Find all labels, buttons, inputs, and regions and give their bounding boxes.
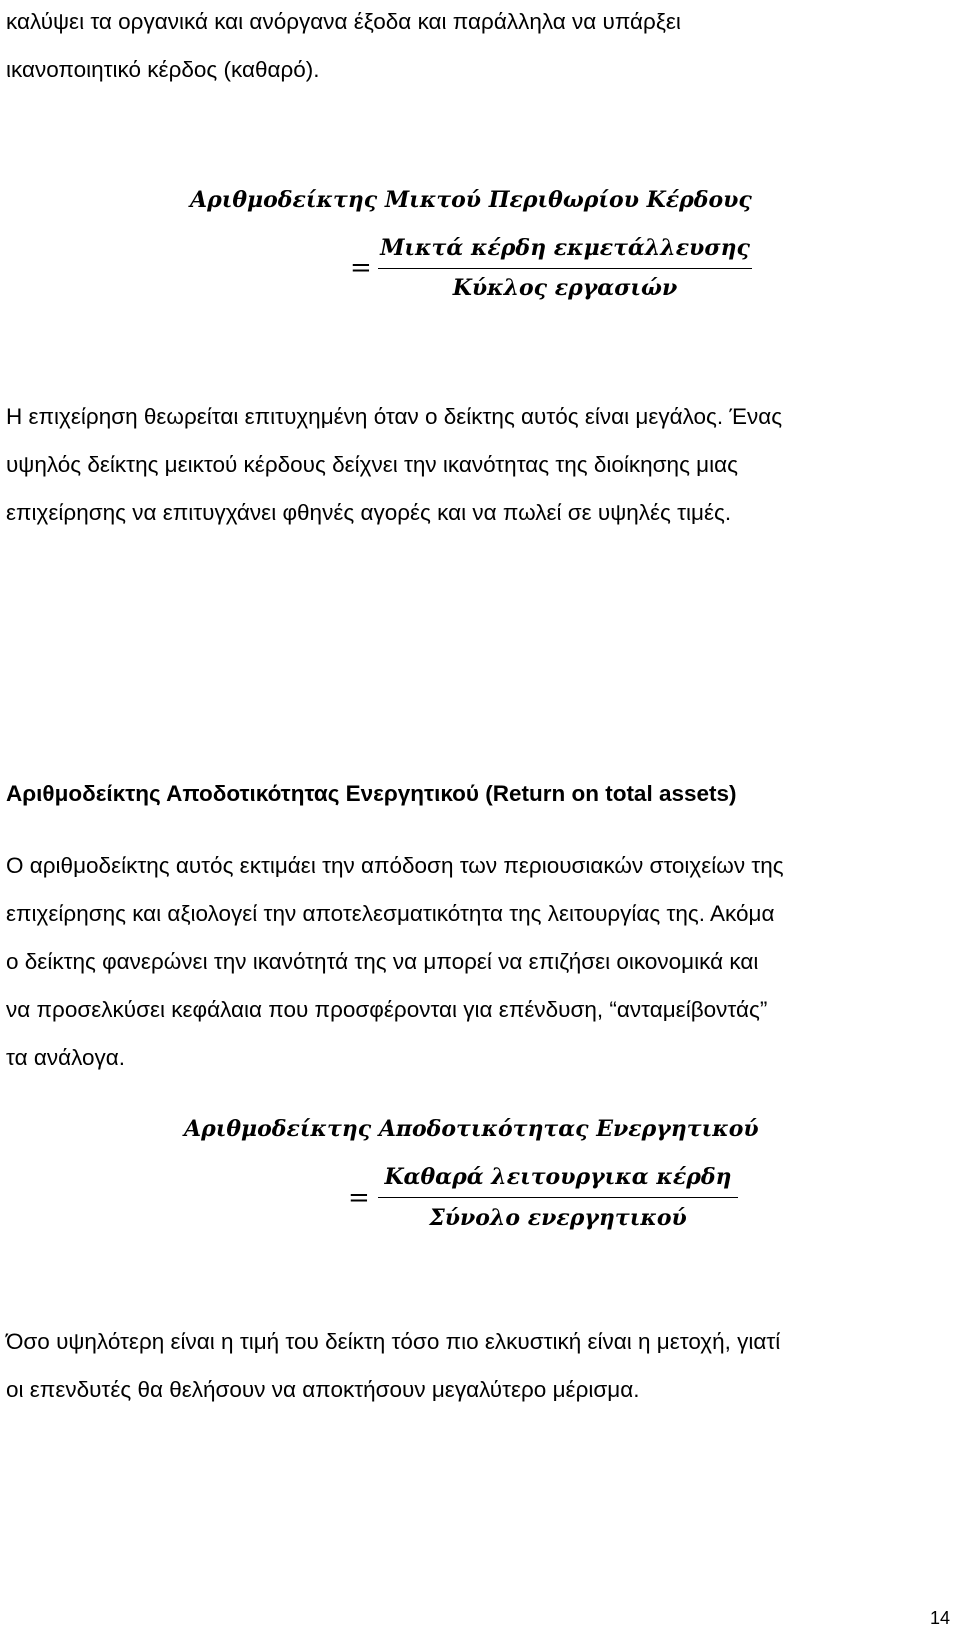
fraction-denominator: Σύνολο ενεργητικού (429, 1205, 687, 1231)
roa-conclusion (6, 1318, 954, 1414)
text-line: Όσο υψηλότερη είναι η τιμή του δείκτη τόσο πιο ελκυστική είναι η μετοχή, γιατί (6, 1329, 781, 1354)
text-line: να προσελκύσει κεφάλαια που προσφέρονται για επένδυση, “ανταμείβοντάς” (6, 997, 768, 1022)
equals-sign: = (348, 1183, 370, 1213)
fraction-bar (378, 1197, 738, 1198)
text-line: οι επενδυτές θα θελήσουν να αποκτήσουν μεγαλύτερο μέρισμα. (6, 1377, 640, 1402)
text-line: επιχείρησης να επιτυγχάνει φθηνές αγορές και να πωλεί σε υψηλές τιμές. (6, 500, 732, 525)
text-line: καλύψει τα οργανικά και ανόργανα έξοδα και παράλληλα να υπάρξει (6, 9, 681, 34)
text-line: Ο αριθμοδείκτης αυτός εκτιμάει την απόδοση των περιουσιακών στοιχείων της (6, 853, 784, 878)
gross-margin-explanation (6, 393, 954, 537)
section-heading: Αριθμοδείκτης Αποδοτικότητας Ενεργητικού (Return on total assets) (6, 781, 737, 806)
text-line: Η επιχείρηση θεωρείται επιτυχημένη όταν ο δείκτης αυτός είναι μεγάλος. Ένας (6, 404, 783, 429)
fraction-numerator: Μικτά κέρδη εκμετάλλευσης (380, 235, 750, 261)
text-line: υψηλός δείκτης μεικτού κέρδους δείχνει την ικανότητας της διοίκησης μιας (6, 452, 738, 477)
fraction-numerator: Καθαρά λειτουργικα κέρδη (384, 1164, 732, 1190)
formula-label: Αριθμοδείκτης Αποδοτικότητας Ενεργητικού (184, 1116, 759, 1142)
intro-paragraph (6, 0, 954, 94)
page-number: 14 (929, 1608, 950, 1628)
formula-label: Αριθμοδείκτης Μικτού Περιθωρίου Κέρδους (190, 187, 752, 213)
fraction-denominator: Κύκλος εργασιών (452, 275, 678, 301)
text-line: επιχείρησης και αξιολογεί την αποτελεσματικότητα της λειτουργίας της. Ακόμα (6, 901, 775, 926)
text-line: τα ανάλογα. (6, 1045, 126, 1070)
text-line: ικανοποιητικό κέρδος (καθαρό). (6, 57, 320, 82)
equals-sign: = (350, 253, 372, 283)
roa-explanation (6, 842, 954, 1082)
fraction-bar (378, 268, 752, 269)
text-line: ο δείκτης φανερώνει την ικανότητά της να μπορεί να επιζήσει οικονομικά και (6, 949, 759, 974)
